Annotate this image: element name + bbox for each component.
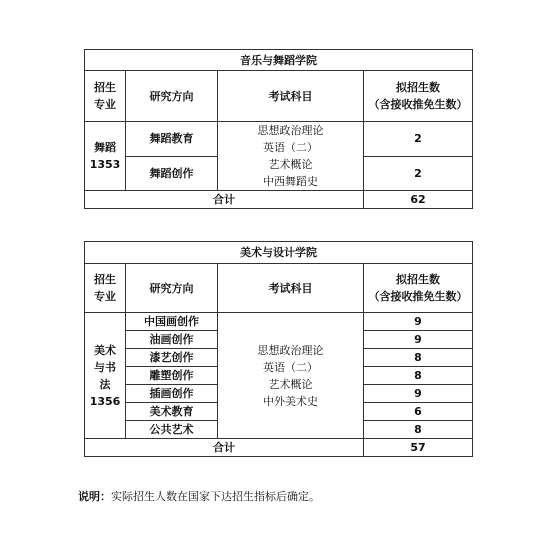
header-quota: 拟招生数 （含接收推免生数） [364,71,473,122]
header-direction: 研究方向 [126,264,218,313]
quota-cell: 8 [364,367,473,385]
college-title: 美术与设计学院 [85,242,473,264]
quota-cell: 8 [364,421,473,439]
direction-cell: 油画创作 [126,331,218,349]
college-title: 音乐与舞蹈学院 [85,50,473,71]
footnote [78,489,320,505]
exam-subjects-cell: 思想政治理论 英语（二） 艺术概论 中外美术史 [218,313,364,439]
quota-cell: 2 [364,122,473,157]
exam-subjects-cell: 思想政治理论 英语（二） 艺术概论 中西舞蹈史 [218,122,364,191]
header-major: 招生 专业 [85,264,126,313]
total-value: 62 [364,191,473,209]
quota-cell: 9 [364,385,473,403]
total-label: 合计 [85,439,364,457]
direction-cell: 漆艺创作 [126,349,218,367]
direction-cell: 美术教育 [126,403,218,421]
direction-cell: 公共艺术 [126,421,218,439]
direction-cell: 雕塑创作 [126,367,218,385]
footnote-text: 实际招生人数在国家下达招生指标后确定。 [111,490,320,503]
quota-cell: 8 [364,349,473,367]
total-value: 57 [364,439,473,457]
header-quota: 拟招生数 （含接收推免生数） [364,264,473,313]
quota-cell: 9 [364,313,473,331]
music-dance-table [84,49,473,209]
quota-cell: 9 [364,331,473,349]
major-cell: 美术 与书 法 1356 [85,313,126,439]
footnote-label: 说明： [78,490,111,503]
direction-cell: 舞蹈教育 [126,122,218,157]
major-cell: 舞蹈 1353 [85,122,126,191]
direction-cell: 舞蹈创作 [126,156,218,191]
header-direction: 研究方向 [126,71,218,122]
total-label: 合计 [85,191,364,209]
header-exam: 考试科目 [218,264,364,313]
direction-cell: 中国画创作 [126,313,218,331]
header-exam: 考试科目 [218,71,364,122]
direction-cell: 插画创作 [126,385,218,403]
quota-cell: 6 [364,403,473,421]
fine-art-design-table [84,241,473,457]
header-major: 招生 专业 [85,71,126,122]
quota-cell: 2 [364,156,473,191]
